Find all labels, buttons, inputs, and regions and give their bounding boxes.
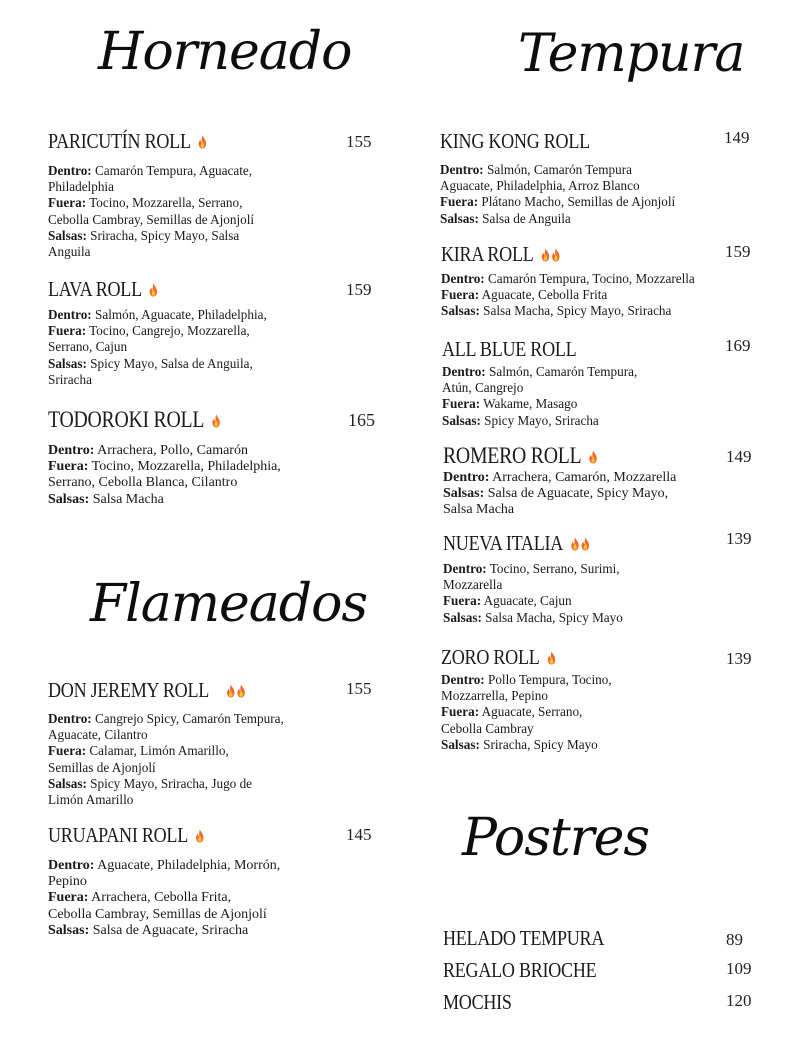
item-price: 155 <box>346 132 372 151</box>
item-price: 159 <box>346 280 372 299</box>
fuera-label: Fuera: <box>441 287 480 303</box>
item-name: DON JEREMY ROLL <box>48 678 210 702</box>
dentro-text: Camarón Tempura, Aguacate, <box>91 163 253 178</box>
item-price: 120 <box>726 991 752 1010</box>
dentro-label: Dentro: <box>48 307 92 322</box>
fuera-text: Aguacate, Cebolla Frita <box>479 287 608 303</box>
fuera-text: Calamar, Limón Amarillo, <box>86 743 229 759</box>
dentro-label: Dentro: <box>443 470 490 485</box>
item-name: HELADO TEMPURA <box>443 926 605 950</box>
item-price: 89 <box>726 930 743 949</box>
flame-icon <box>546 651 555 665</box>
item-price: 139 <box>726 529 752 548</box>
dentro-text-2: Atún, Cangrejo <box>442 380 524 396</box>
flame-icon <box>551 248 560 262</box>
fuera-text-2: Cebolla Cambray, Semillas de Ajonjolí <box>48 211 255 227</box>
salsas-text: Salsa de Aguacate, Spicy Mayo, <box>484 486 669 502</box>
salsas-label: Salsas: <box>440 210 479 226</box>
salsas-label: Salsas: <box>48 775 87 791</box>
salsas-label: Salsas: <box>443 609 482 625</box>
spicy-flames <box>149 276 159 301</box>
dentro-text-2: Pepino <box>48 874 87 890</box>
salsas-label: Salsas: <box>48 491 90 507</box>
fuera-label: Fuera: <box>48 890 89 906</box>
flame-icon <box>195 829 204 843</box>
salsas-text: Spicy Mayo, Sriracha, Jugo de <box>86 775 253 791</box>
item-price: 109 <box>726 959 752 978</box>
salsas-text: Sriracha, Spicy Mayo <box>479 736 598 752</box>
spicy-flames <box>195 822 205 847</box>
item-price: 155 <box>346 679 372 698</box>
dentro-text-2: Mozzarrella, Pepino <box>441 688 548 704</box>
flame-icon <box>237 684 246 698</box>
dentro-text-2: Mozzarella <box>443 577 503 593</box>
salsas-text: Salsa de Aguacate, Sriracha <box>89 922 249 938</box>
dentro-label: Dentro: <box>441 672 485 687</box>
fuera-label: Fuera: <box>48 743 87 759</box>
spicy-flames <box>570 530 591 555</box>
fuera-text-2: Cebolla Cambray <box>441 720 534 736</box>
salsas-label: Salsas: <box>443 486 485 502</box>
dentro-label: Dentro: <box>48 858 95 873</box>
flame-icon <box>588 450 597 464</box>
item-name: ALL BLUE ROLL <box>442 337 577 361</box>
fuera-label: Fuera: <box>443 593 482 609</box>
salsas-text-2: Salsa Macha <box>443 502 515 518</box>
dentro-text: Arrachera, Pollo, Camarón <box>94 443 248 458</box>
spicy-flames <box>226 677 247 702</box>
salsas-text-2: Sriracha <box>48 371 92 387</box>
item-name: ROMERO ROLL <box>443 443 582 468</box>
section-heading-horneado: Horneado <box>98 22 352 82</box>
salsas-text: Salsa de Anguila <box>478 210 571 226</box>
fuera-text: Tocino, Mozzarella, Philadelphia, <box>88 459 281 475</box>
salsas-label: Salsas: <box>48 355 87 371</box>
fuera-text: Wakame, Masago <box>480 396 578 412</box>
spicy-flames <box>540 241 561 266</box>
salsas-label: Salsas: <box>48 227 87 243</box>
item-price: 139 <box>726 649 752 668</box>
dentro-label: Dentro: <box>48 163 92 178</box>
item-name: LAVA ROLL <box>48 277 142 301</box>
item-price: 169 <box>725 336 751 355</box>
salsas-label: Salsas: <box>48 922 90 938</box>
dentro-text-2: Philadelphia <box>48 179 114 195</box>
salsas-text: Salsa Macha, Spicy Mayo <box>481 609 623 625</box>
section-heading-tempura: Tempura <box>518 24 745 84</box>
salsas-label: Salsas: <box>441 736 480 752</box>
dentro-label: Dentro: <box>442 364 486 379</box>
flame-icon <box>570 537 579 551</box>
fuera-text-2: Serrano, Cebolla Blanca, Cilantro <box>48 475 238 491</box>
item-price: 165 <box>348 410 375 430</box>
item-name: MOCHIS <box>443 990 512 1014</box>
fuera-text: Arrachera, Cebolla Frita, <box>88 890 232 906</box>
fuera-label: Fuera: <box>48 323 87 339</box>
salsas-text-2: Limón Amarillo <box>48 792 134 808</box>
dentro-text: Salmón, Camarón Tempura <box>483 162 632 177</box>
dentro-label: Dentro: <box>441 271 485 286</box>
item-name: TODOROKI ROLL <box>48 407 205 432</box>
salsas-text: Spicy Mayo, Salsa de Anguila, <box>86 355 253 371</box>
spicy-flames <box>546 644 556 669</box>
fuera-text: Plátano Macho, Semillas de Ajonjolí <box>478 194 676 210</box>
item-name: ZORO ROLL <box>441 645 540 669</box>
salsas-text-2: Anguila <box>48 244 91 260</box>
dentro-text: Cangrejo Spicy, Camarón Tempura, <box>91 711 284 726</box>
flame-icon <box>540 248 549 262</box>
dentro-text-2: Aguacate, Cilantro <box>48 727 148 743</box>
dentro-text: Salmón, Camarón Tempura, <box>485 364 638 379</box>
item-price: 159 <box>725 242 751 261</box>
dentro-text: Camarón Tempura, Tocino, Mozzarella <box>484 271 695 286</box>
dentro-text: Tocino, Serrano, Surimi, <box>486 561 620 576</box>
flame-icon <box>198 135 207 149</box>
item-price: 145 <box>346 825 372 844</box>
item-name: URUAPANI ROLL <box>48 823 188 847</box>
dentro-text: Salmón, Aguacate, Philadelphia, <box>91 307 267 322</box>
item-price: 149 <box>724 128 750 147</box>
item-price: 149 <box>726 447 752 466</box>
fuera-text-2: Semillas de Ajonjolí <box>48 759 156 775</box>
flame-icon <box>211 414 220 428</box>
flame-icon <box>149 283 158 297</box>
salsas-text: Sriracha, Spicy Mayo, Salsa <box>86 227 240 243</box>
salsas-text: Salsa Macha, Spicy Mayo, Sriracha <box>479 303 672 319</box>
fuera-text: Tocino, Mozzarella, Serrano, <box>86 195 243 211</box>
fuera-label: Fuera: <box>441 704 480 720</box>
salsas-text: Spicy Mayo, Sriracha <box>480 412 599 428</box>
item-name: KIRA ROLL <box>441 242 534 266</box>
flame-icon <box>580 537 589 551</box>
fuera-text: Tocino, Cangrejo, Mozzarella, <box>86 323 250 339</box>
spicy-flames <box>198 128 208 153</box>
fuera-text: Aguacate, Serrano, <box>479 704 583 720</box>
dentro-label: Dentro: <box>48 711 92 726</box>
fuera-text-2: Serrano, Cajun <box>48 339 128 355</box>
fuera-text: Aguacate, Cajun <box>481 593 572 609</box>
salsas-label: Salsas: <box>441 303 480 319</box>
item-name: REGALO BRIOCHE <box>443 958 597 982</box>
salsas-text: Salsa Macha <box>89 491 164 507</box>
fuera-label: Fuera: <box>442 396 481 412</box>
section-heading-flameados: Flameados <box>90 574 368 634</box>
dentro-label: Dentro: <box>443 561 487 576</box>
fuera-label: Fuera: <box>48 459 89 475</box>
item-name: NUEVA ITALIA <box>443 531 564 555</box>
item-name: PARICUTÍN ROLL <box>48 129 191 153</box>
spicy-flames <box>211 406 221 432</box>
dentro-text: Pollo Tempura, Tocino, <box>484 672 612 687</box>
item-name: KING KONG ROLL <box>440 129 590 153</box>
salsas-label: Salsas: <box>442 412 481 428</box>
fuera-text-2: Cebolla Cambray, Semillas de Ajonjolí <box>48 906 267 922</box>
dentro-text-2: Aguacate, Philadelphia, Arroz Blanco <box>440 178 640 194</box>
dentro-label: Dentro: <box>440 162 484 177</box>
fuera-label: Fuera: <box>440 194 479 210</box>
dentro-text: Arrachera, Camarón, Mozzarella <box>489 470 677 485</box>
spicy-flames <box>588 442 598 468</box>
fuera-label: Fuera: <box>48 195 87 211</box>
dentro-text: Aguacate, Philadelphia, Morrón, <box>94 858 281 873</box>
flame-icon <box>226 684 235 698</box>
dentro-label: Dentro: <box>48 443 95 458</box>
section-heading-postres: Postres <box>462 808 650 868</box>
